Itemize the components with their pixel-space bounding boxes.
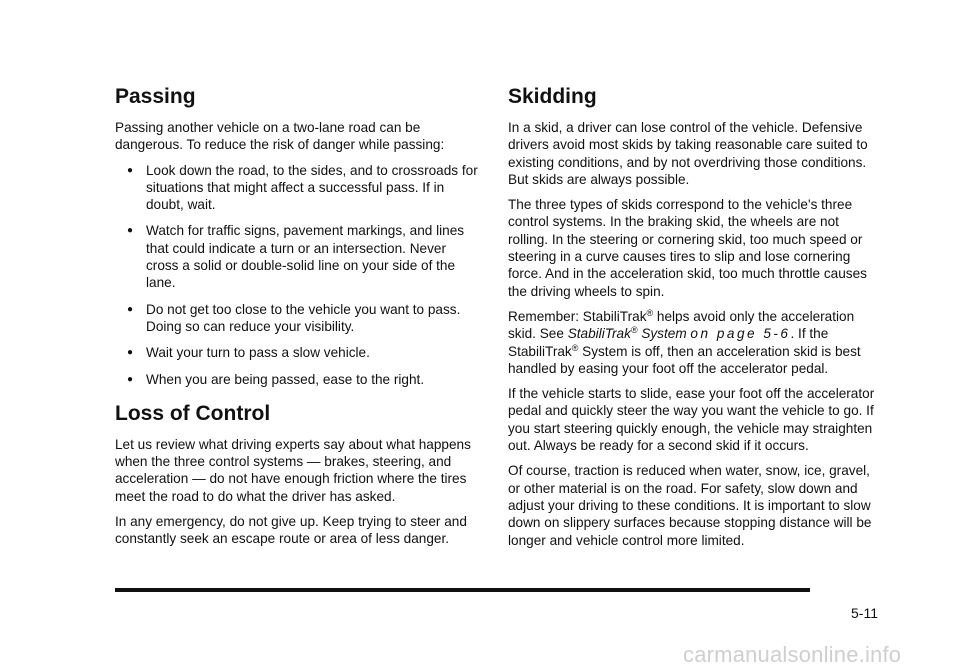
passing-bullet-item — [115, 344, 480, 361]
passing-intro: Passing another vehicle on a two-lane road can be dangerous. To reduce the risk of danger while passing: — [115, 120, 445, 153]
stabilitrak-paragraph — [508, 308, 878, 377]
loss-of-control-paragraph: Let us review what driving experts say about what happens when the three control systems — brakes, steering, and acceleration — do not have enough friction where the tires meet the road to do what the driver has asked. — [115, 436, 471, 504]
skidding-paragraph: In a skid, a driver can lose control of the vehicle. Defensive drivers avoid most skids by taking reasonable care suited to existing conditions, and by not overdriving those conditions. But skids are always possible. — [508, 120, 868, 187]
bullet-text: Wait your turn to pass a slow vehicle. — [146, 345, 370, 361]
passing-bullet-item — [115, 371, 480, 388]
registered-mark: ® — [571, 342, 579, 353]
registered-mark: ® — [646, 307, 654, 318]
bullet-text: When you are being passed, ease to the right. — [146, 371, 425, 387]
passing-heading: Passing — [115, 85, 196, 108]
reference-system: System — [637, 326, 691, 342]
bullet-icon: ● — [127, 373, 134, 385]
passing-bullet-list — [115, 162, 480, 388]
remember-text: System is off, then an acceleration skid is best handled by easing your foot off the accelerator pedal. — [508, 343, 861, 376]
skidding-heading: Skidding — [508, 85, 597, 108]
reference-page: on page 5-6 — [690, 326, 791, 342]
reference-name: StabiliTrak — [567, 326, 631, 342]
bullet-text: Watch for traffic signs, pavement markings, and lines that could indicate a turn or an intersection. Never cross a solid or double-solid line on your side of the lane. — [146, 223, 465, 291]
passing-bullet-item — [115, 301, 480, 336]
stabilitrak-reference-link[interactable] — [568, 326, 791, 341]
bullet-icon: ● — [127, 225, 134, 237]
footer-rule — [115, 588, 810, 592]
loss-of-control-heading: Loss of Control — [115, 401, 271, 425]
bullet-text: Do not get too close to the vehicle you want to pass. Doing so can reduce your visibility. — [146, 301, 461, 334]
registered-mark: ® — [630, 325, 638, 336]
page-number: 5-11 — [851, 605, 878, 621]
passing-bullet-item — [115, 162, 480, 214]
skidding-paragraph: The three types of skids correspond to the vehicle's three control systems. In the braking skid, the wheels are not rolling. In the steering or cornering skid, too much speed or steering in a curve causes tires to slip and lose cornering force. And in the acceleration skid, too much throttle causes the driving wheels to spin. — [508, 197, 867, 299]
left-column — [115, 80, 480, 556]
bullet-icon: ● — [127, 164, 134, 176]
skidding-paragraph: Of course, traction is reduced when water, snow, ice, gravel, or other material is on the road. For safety, slow down and adjust your driving to these conditions. It is important to slow down on slippery surfaces because stopping distance will be longer and vehicle control more limited. — [508, 463, 872, 548]
remember-text: Remember: StabiliTrak — [508, 308, 647, 324]
bullet-icon: ● — [127, 347, 134, 359]
bullet-icon: ● — [127, 303, 134, 315]
passing-bullet-item — [115, 222, 480, 291]
right-column — [508, 80, 878, 557]
bullet-text: Look down the road, to the sides, and to crossroads for situations that might affect a successful pass. If in doubt, wait. — [146, 162, 478, 213]
loss-of-control-paragraph: In any emergency, do not give up. Keep trying to steer and constantly seek an escape route or area of less danger. — [115, 514, 467, 547]
watermark: carmanualsonline.info — [683, 642, 902, 667]
remember-text: helps avoid only the acceleration skid. See — [508, 308, 855, 342]
remember-text: . If the StabiliTrak — [508, 326, 829, 359]
skidding-paragraph: If the vehicle starts to slide, ease your foot off the accelerator pedal and quickly steer the way you want the vehicle to go. If you start steering quickly enough, the vehicle may straighten out. Always be ready for a second skid if it occurs. — [508, 386, 875, 454]
